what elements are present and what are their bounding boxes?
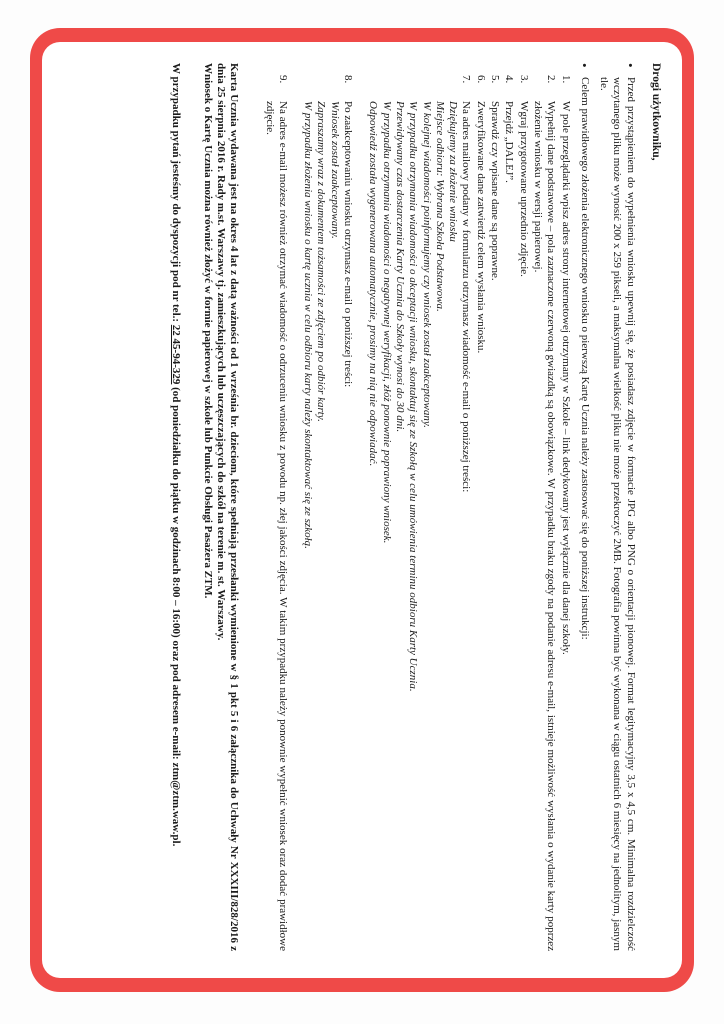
contact-paragraph: W przypadku pytań jesteśmy do dyspozycji pod nr tel.: 22 45-94-329 (od poniedziałku do piątku w godzinach 8:00 – 16:00) oraz pod adresem e-mail: ztm@ztm.waw.pl. (170, 63, 183, 847)
validity-paragraph: Karta Ucznia wydawana jest na okres 4 lat z datą ważności od 1 września br. dzieciom, które spełniają przesłanki wymienione w § 1 pkt 5 i 6 załącznika do Uchwały Nr XXXIII/828/2016 z dnia 25 sierpnia 2016 r. Rady m.st. Warszawy tj. zamieszkujących lub uczęszczających do szkół na terenie m. st. Warszawy. Wniosek o Kartę Ucznia można również złożyć w formie papierowej w szkole lub Punkcie Obsługi Pasażera ZTM. (201, 63, 241, 951)
email-quote-line: Wniosek został zaakceptowany. (328, 101, 341, 239)
email-quote-line: W przypadku otrzymania wiadomości o akceptacji wniosku, skontaktuj się ze Szkołą w celu umówienia terminu odbioru Karty Ucznia. (407, 101, 420, 692)
email-quote-line: Dziękujemy za złożenie wniosku (447, 101, 460, 242)
list-item: 6. Zweryfikowane dane zatwierdź celem wysłania wniosku. (474, 75, 487, 354)
email-quote-line: W przypadku otrzymania wiadomości o negatywnej weryfikacji, złóż ponownie poprawiony wniosek. (380, 101, 393, 544)
email-quote-line: W kolejnej wiadomości poinformujemy czy wniosek został zaakceptowany. (420, 101, 433, 428)
email-quote-line: Zapraszamy wraz z dokumentem tożsamości ze zdjęciem po odbiór karty. (315, 101, 328, 422)
instruction-steps (262, 63, 571, 951)
list-item: 9. Na adres e-mail możesz również otrzymać wiadomość o odrzuceniu wniosku z powodu np. złej jakości zdjęcia. W takim przypadku należy ponownie wypełnić wniosek oraz dodać prawidłowe zdjęcie. (263, 75, 289, 951)
list-item: 3. Wgraj przygotowane uprzednio zdjęcie. (517, 75, 530, 277)
list-item: 7. Na adres mailowy podany w formularzu otrzymasz wiadomość e-mail o poniższej treści: Dziękujemy za złożenie wniosku Miejsce odbioru: Wybrana Szkoła Podstawowa. W kolejnej wiadomości poinformujemy czy wniosek został zaakceptowany. W przypadku otrzymania wiadomości o akceptacji wniosku, skontaktuj się ze Szkołą w celu umówienia terminu odbioru Karty Ucznia. Przewidywany czas dostarczenia Karty Ucznia do Szkoły wynosi do 30 dni. W przypadku otrzymania wiadomości o negatywnej weryfikacji, złóż ponownie poprawiony wniosek. Odpowiedź została wygenerowana automatycznie, prosimy na nią nie odpowiadać. (366, 63, 472, 951)
email-quote-line: W przypadku złożenia wniosku o kartę ucznia w celu odbioru karty należy skontaktować się ze szkołą. (302, 101, 315, 549)
contact-phone: 22 45-94-329 (170, 324, 183, 385)
list-item: 5. Sprawdź czy wpisane dane są poprawne. (489, 75, 502, 281)
paper-application-paragraph: Wniosek o Kartę Ucznia można również złożyć w formie papierowej w szkole lub Punkcie Obsługi Pasażera ZTM. (201, 63, 214, 599)
bullet-icon: • (622, 63, 638, 68)
list-item: 4. Przejdź „DALEJ”. (503, 75, 516, 183)
list-item: 1. W pole przeglądarki wpisz adres strony internetowej otrzymany w Szkole – link dedykowany jest wyłącznie dla danej szkoły. (559, 75, 572, 655)
content-panel (42, 42, 682, 978)
email-quote-line: Miejsce odbioru: Wybrana Szkoła Podstawowa. (433, 101, 446, 312)
instruction-lead: Celem prawidłowego złożenia elektronicznego wniosku o pierwszą Kartę Ucznia należy zastosować się do poniższej instrukcji: (578, 77, 591, 640)
intro-bullet (597, 63, 637, 951)
intro-text: Przed przystąpieniem do wypełnienia wniosku upewnij się, że posiadasz zdjęcie w formacie JPG albo PNG o orientacji pionowej. Format legitymacyjny 3,5 x 4,5 cm. Minimalna rozdzielczość wczytanego pliku może wynosić 200 x 259 pikseli, a maksymalna wielkość pliku nie może przekroczyć 2MB. Fotografia powinna być wykonana w ciągu ostatnich 6 miesięcy na jednolitym, jasnym tle. (598, 77, 637, 951)
email-quote-line: Odpowiedź została wygenerowana automatycznie, prosimy na nią nie odpowiadać. (367, 101, 380, 467)
list-item: 2. Wypełnij dane podstawowe – pola zaznaczone czerwoną gwiazdką są obowiązkowe. W przypadku braku zgody na podanie adresu e-mail, istnieje możliwość wysłania o wydanie karty poprzez złożenie wniosku w wersji papierowej. (531, 75, 558, 951)
instruction-bullet (578, 63, 591, 951)
email-quote-line: Przewidywany czas dostarczenia Karty Ucznia do Szkoły wynosi do 30 dni. (393, 101, 406, 433)
list-item: 8. Po zaakceptowaniu wniosku otrzymasz e-mail o poniższej treści: Wniosek został zaakceptowany. Zapraszamy wraz z dokumentem tożsamości ze zdjęciem po odbiór karty. W przypadku złożenia wniosku o kartę ucznia w celu odbioru karty należy skontaktować się ze szkołą. (301, 63, 354, 951)
greeting-heading: Drogi użytkowniku, (650, 63, 662, 161)
bullet-icon: • (576, 63, 592, 68)
rotated-content (52, 45, 672, 975)
